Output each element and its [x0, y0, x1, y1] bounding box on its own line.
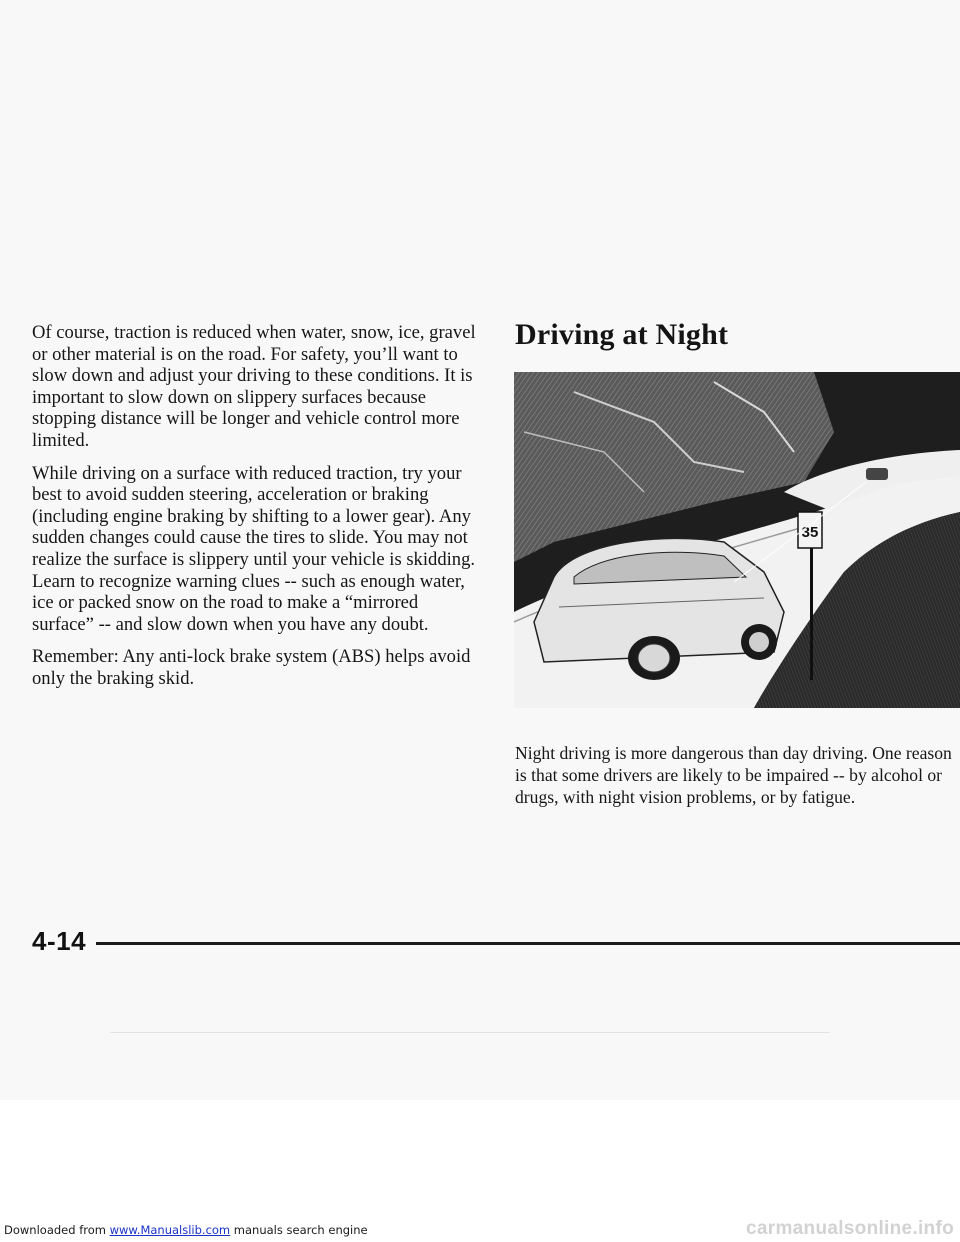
paragraph-reduced-traction: While driving on a surface with reduced traction, try your best to avoid sudden steering, acceleration or braking (including engine braking by shifting to a lower gear). Any sudden changes could cause the tires to slide. You may not realize the surface is slippery until your vehicle is skidding. Learn to recognize warning clues -- such as enough water, ice or packed snow on the road to make a “mirrored surface” -- and slow down when you have any doubt.	[32, 462, 476, 635]
left-column	[32, 322, 482, 701]
night-driving-paragraph: Night driving is more dangerous than day driving. One reason is that some drivers are likely to be impaired -- by alcohol or drugs, with night vision problems, or by fatigue.	[515, 743, 952, 807]
download-note-prefix: Downloaded from	[4, 1223, 110, 1237]
manualslib-link[interactable]: www.Manualslib.com	[109, 1223, 231, 1237]
speed-limit-sign: 35	[801, 524, 819, 541]
night-road-drawing	[514, 372, 960, 708]
faint-rule	[110, 1032, 830, 1033]
page-number: 4-14	[32, 926, 87, 956]
watermark: carmanualsonline.info	[746, 1218, 954, 1239]
paragraph-abs: Remember: Any anti-lock brake system (ABS) helps avoid only the braking skid.	[32, 646, 471, 689]
download-note	[4, 1223, 368, 1237]
section-heading: Driving at Night	[515, 318, 729, 351]
download-note-suffix: manuals search engine	[230, 1223, 368, 1237]
footer-rule	[96, 942, 960, 945]
night-driving-illustration	[514, 372, 960, 708]
paragraph-traction: Of course, traction is reduced when water, snow, ice, gravel or other material is on the road. For safety, you’ll want to slow down and adjust your driving to these conditions. It is important to slow down on slippery surfaces because stopping distance will be longer and vehicle control more limited.	[32, 322, 476, 451]
